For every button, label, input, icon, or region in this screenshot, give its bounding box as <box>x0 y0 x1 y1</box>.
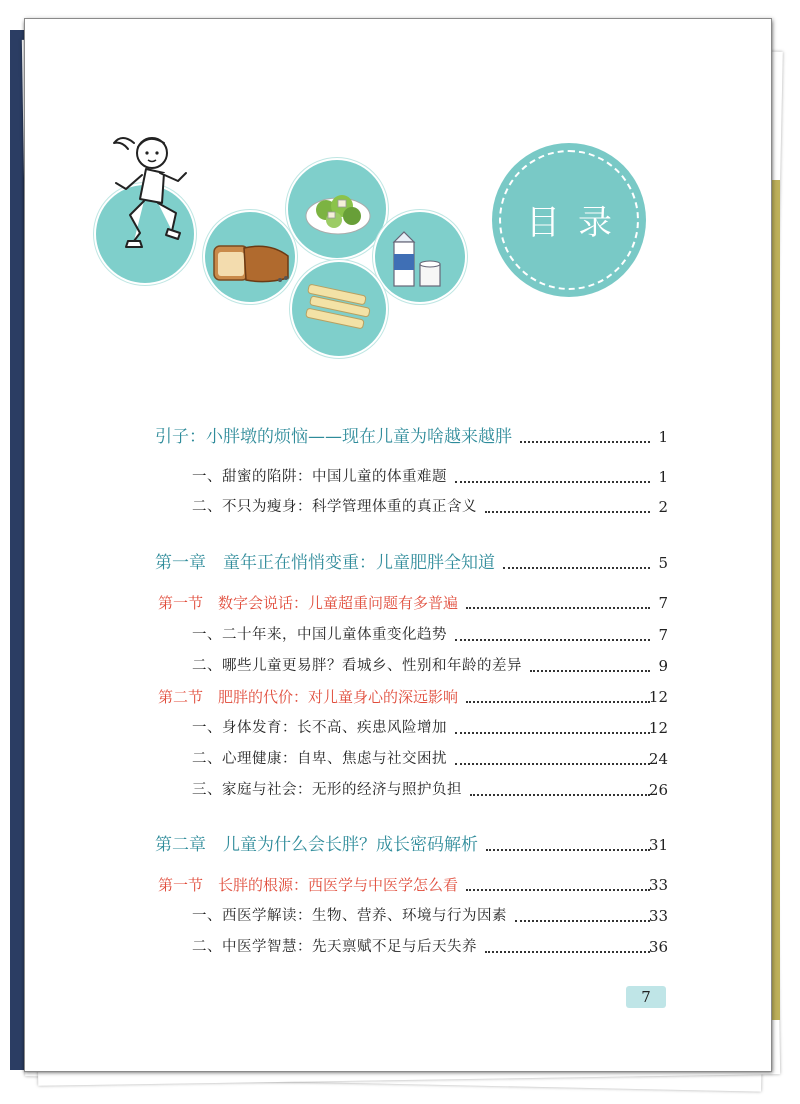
toc-entry-title: 第二节 肥胖的代价：对儿童身心的深远影响 <box>158 688 459 706</box>
toc-entry-page: 31 <box>648 836 668 854</box>
toc-entry-page: 1 <box>658 428 668 446</box>
toc-entry-chapter[interactable] <box>0 422 800 452</box>
toc-entry-section[interactable] <box>0 682 800 712</box>
toc-entry-page: 7 <box>658 594 668 612</box>
toc-entry-title: 一、二十年来，中国儿童体重变化趋势 <box>192 627 447 643</box>
toc-entry-page: 1 <box>658 468 668 486</box>
toc-title-badge <box>492 143 646 297</box>
toc-entry-title: 二、心理健康：自卑、焦虑与社交困扰 <box>192 751 447 767</box>
toc-entry-title: 三、家庭与社会：无形的经济与照护负担 <box>192 782 462 798</box>
dot-leader <box>530 670 650 672</box>
toc-entry-page: 26 <box>648 781 668 799</box>
toc-entry-item[interactable] <box>0 651 800 681</box>
toc-entry-title: 第二章 儿童为什么会长胖？成长密码解析 <box>155 835 478 855</box>
toc-entry-item[interactable] <box>0 775 800 805</box>
toc-entry-chapter[interactable] <box>0 830 800 860</box>
dot-leader <box>466 607 650 609</box>
toc-entry-page: 9 <box>658 657 668 675</box>
dot-leader <box>515 920 650 922</box>
toc-entry-section[interactable] <box>0 870 800 900</box>
dot-leader <box>470 794 650 796</box>
toc-entry-page: 24 <box>648 750 668 768</box>
toc-entry-title: 二、中医学智慧：先天禀赋不足与后天失养 <box>192 939 477 955</box>
french-fries-icon <box>300 280 380 340</box>
dot-leader <box>466 701 650 703</box>
dot-leader <box>455 763 650 765</box>
toc-entry-title: 第一节 数字会说话：儿童超重问题有多普遍 <box>158 594 459 612</box>
toc-entry-item[interactable] <box>0 713 800 743</box>
toc-entry-item[interactable] <box>0 492 800 522</box>
dot-leader <box>485 951 650 953</box>
toc-entry-title: 一、甜蜜的陷阱：中国儿童的体重难题 <box>192 469 447 485</box>
dot-leader <box>486 849 650 851</box>
toc-entry-title: 第一章 童年正在悄悄变重：儿童肥胖全知道 <box>155 553 495 573</box>
dot-leader <box>455 481 650 483</box>
page-number: 7 <box>626 986 666 1008</box>
toc-entry-page: 12 <box>648 719 668 737</box>
toc-entry-item[interactable] <box>0 744 800 774</box>
toc-entry-title: 二、不只为瘦身：科学管理体重的真正含义 <box>192 499 477 515</box>
toc-entry-item[interactable] <box>0 462 800 492</box>
toc-entry-item[interactable] <box>0 620 800 650</box>
toc-entry-page: 7 <box>658 626 668 644</box>
toc-entry-section[interactable] <box>0 588 800 618</box>
toc-entry-page: 33 <box>648 876 668 894</box>
bread-loaf-icon <box>210 232 294 288</box>
toc-entry-item[interactable] <box>0 932 800 962</box>
dot-leader <box>466 889 650 891</box>
running-girl-icon <box>100 125 200 265</box>
dot-leader <box>503 567 650 569</box>
toc-entry-page: 12 <box>648 688 668 706</box>
toc-entry-title: 二、哪些儿童更易胖？看城乡、性别和年龄的差异 <box>192 658 522 674</box>
dot-leader <box>455 639 650 641</box>
toc-entry-page: 5 <box>658 554 668 572</box>
dot-leader <box>485 511 650 513</box>
dot-leader <box>455 732 650 734</box>
toc-entry-chapter[interactable] <box>0 548 800 578</box>
page-title: 目录 <box>526 203 630 243</box>
toc-entry-title: 第一节 长胖的根源：西医学与中医学怎么看 <box>158 876 459 894</box>
dot-leader <box>520 441 650 443</box>
toc-entry-page: 2 <box>658 498 668 516</box>
toc-entry-title: 一、西医学解读：生物、营养、环境与行为因素 <box>192 908 507 924</box>
toc-entry-page: 33 <box>648 907 668 925</box>
milk-carton-icon <box>386 228 456 294</box>
toc-entry-page: 36 <box>648 938 668 956</box>
toc-entry-title: 引子：小胖墩的烦恼——现在儿童为啥越来越胖 <box>155 427 512 447</box>
vegetable-salad-icon <box>298 172 378 244</box>
toc-entry-item[interactable] <box>0 901 800 931</box>
toc-entry-title: 一、身体发育：长不高、疾患风险增加 <box>192 720 447 736</box>
